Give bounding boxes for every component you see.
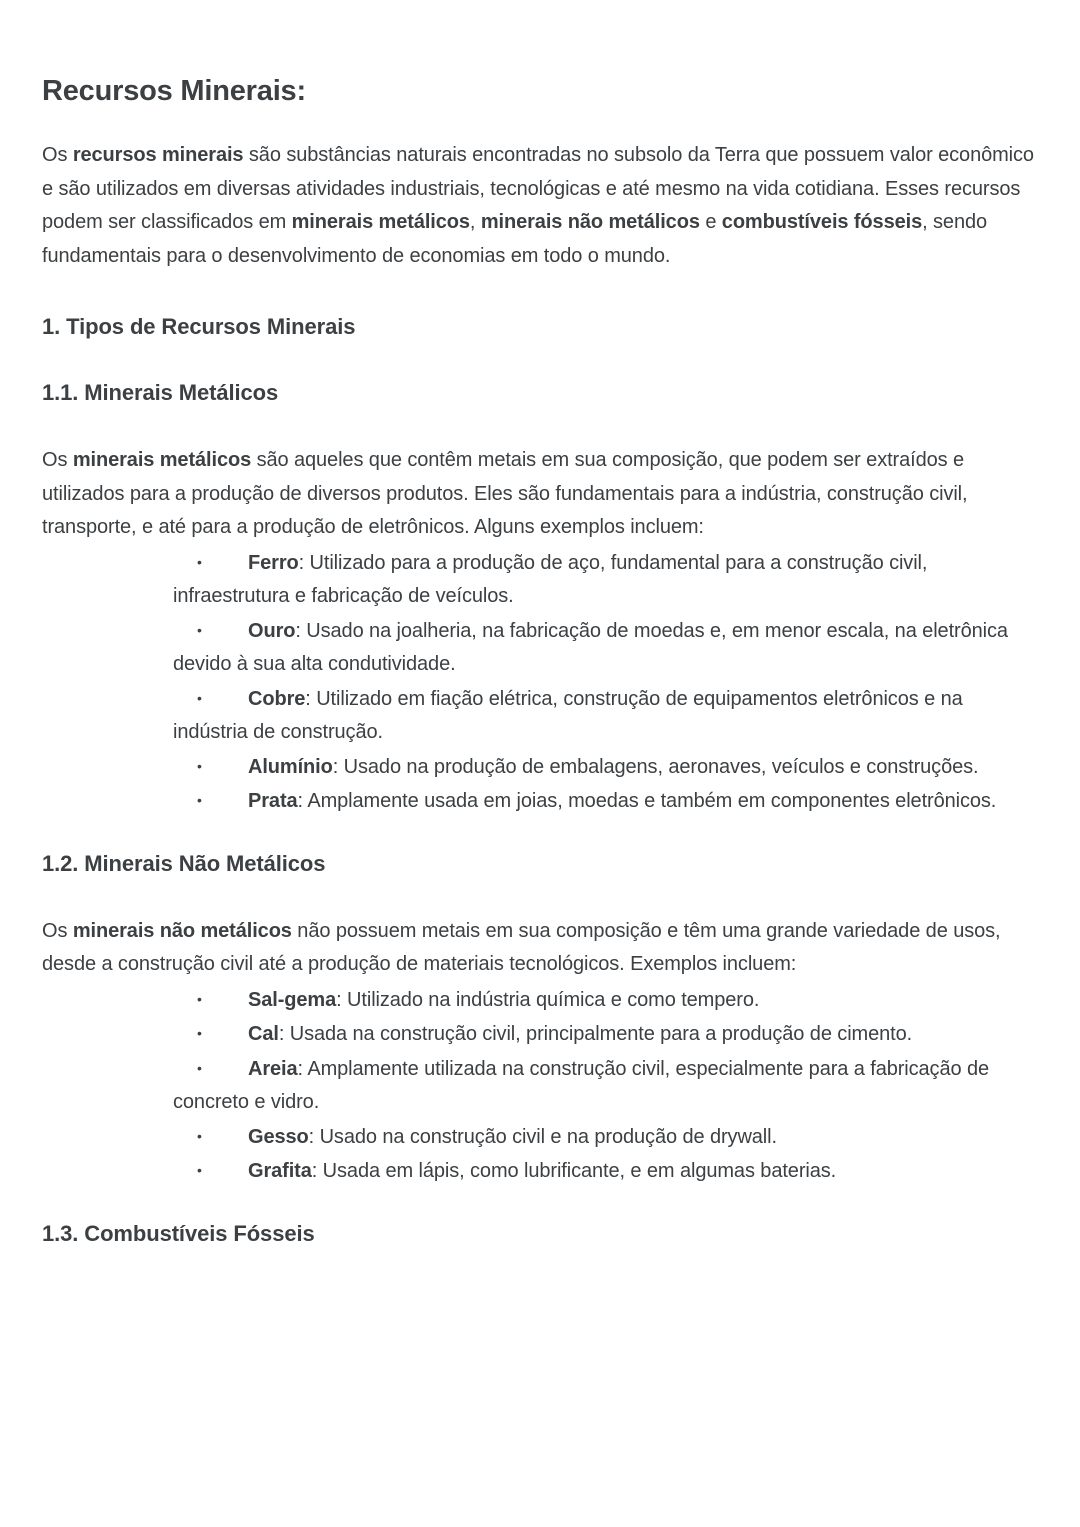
section-1-2-heading: 1.2. Minerais Não Metálicos [42, 850, 326, 876]
bullet-icon: • [197, 1127, 202, 1144]
bullet-icon: • [197, 1059, 202, 1076]
list-item-gesso [42, 1120, 1038, 1155]
list-item-areia [42, 1052, 1038, 1120]
intro-paragraph: Os recursos minerais são substâncias naturais encontradas no subsolo da Terra que possuem valor econômico e são utilizados em diversas atividades industriais, tecnológicas e até mesmo na vida cotidiana. Esses recursos podem ser classificados em minerais metálicos, minerais não metálicos e combustíveis fósseis, sendo fundamentais para o desenvolvimento de economias em todo o mundo. [42, 144, 1034, 267]
list-item-text: Gesso: Usado na construção civil e na produção de drywall. [248, 1125, 777, 1148]
list-item-text: Ferro: Utilizado para a produção de aço, fundamental para a construção civil, infraestrutura e fabricação de veículos. [173, 551, 928, 607]
list-item-text: Cal: Usada na construção civil, principalmente para a produção de cimento. [248, 1023, 913, 1045]
list-item-cal [42, 1017, 1038, 1052]
bullet-icon: • [197, 1025, 202, 1041]
list-item-text: Grafita: Usada em lápis, como lubrificante, e em algumas baterias. [248, 1160, 837, 1182]
list-item-text: Sal-gema: Utilizado na indústria química e como tempero. [248, 988, 760, 1011]
list-item-text: Ouro: Usado na joalheria, na fabricação de moedas e, em menor escala, na eletrônica devido à sua alta condutividade. [173, 619, 1008, 675]
section-1-heading: 1. Tipos de Recursos Minerais [42, 314, 356, 339]
list-item-text: Prata: Amplamente usada em joias, moedas e também em componentes eletrônicos. [248, 790, 997, 812]
bullet-icon: • [197, 1162, 202, 1178]
list-item-text: Areia: Amplamente utilizada na construção civil, especialmente para a fabricação de concreto e vidro. [173, 1057, 990, 1113]
list-item-text: Cobre: Utilizado em fiação elétrica, construção de equipamentos eletrônicos e na indústria de construção. [173, 687, 963, 743]
bullet-icon: • [197, 621, 202, 638]
nonmetallic-minerals-list [42, 983, 1038, 1189]
metallic-intro-paragraph: Os minerais metálicos são aqueles que contêm metais em sua composição, que podem ser extraídos e utilizados para a produção de diversos produtos. Eles são fundamentais para a indústria, construção civil, transporte, e até para a produção de eletrônicos. Alguns exemplos incluem: [42, 449, 968, 538]
bullet-icon: • [197, 757, 202, 774]
list-item-sal-gema [42, 983, 1038, 1018]
bullet-icon: • [197, 553, 202, 570]
bullet-icon: • [197, 689, 202, 706]
bullet-icon: • [197, 792, 202, 808]
bullet-icon: • [197, 990, 202, 1007]
metallic-minerals-list [42, 546, 1038, 819]
list-item-grafita [42, 1154, 1038, 1189]
section-1-3-heading: 1.3. Combustíveis Fósseis [42, 1220, 315, 1246]
document-title: Recursos Minerais: [42, 75, 306, 107]
list-item-prata [42, 784, 1038, 819]
list-item-text: Alumínio: Usado na produção de embalagens, aeronaves, veículos e construções. [248, 755, 979, 778]
list-item-ouro [42, 614, 1038, 682]
nonmetallic-intro-paragraph: Os minerais não metálicos não possuem metais em sua composição e têm uma grande variedade de usos, desde a construção civil até a produção de materiais tecnológicos. Exemplos incluem: [42, 919, 1001, 975]
list-item-cobre [42, 682, 1038, 750]
list-item-ferro [42, 546, 1038, 614]
list-item-aluminio [42, 750, 1038, 785]
section-1-1-heading: 1.1. Minerais Metálicos [42, 380, 279, 405]
